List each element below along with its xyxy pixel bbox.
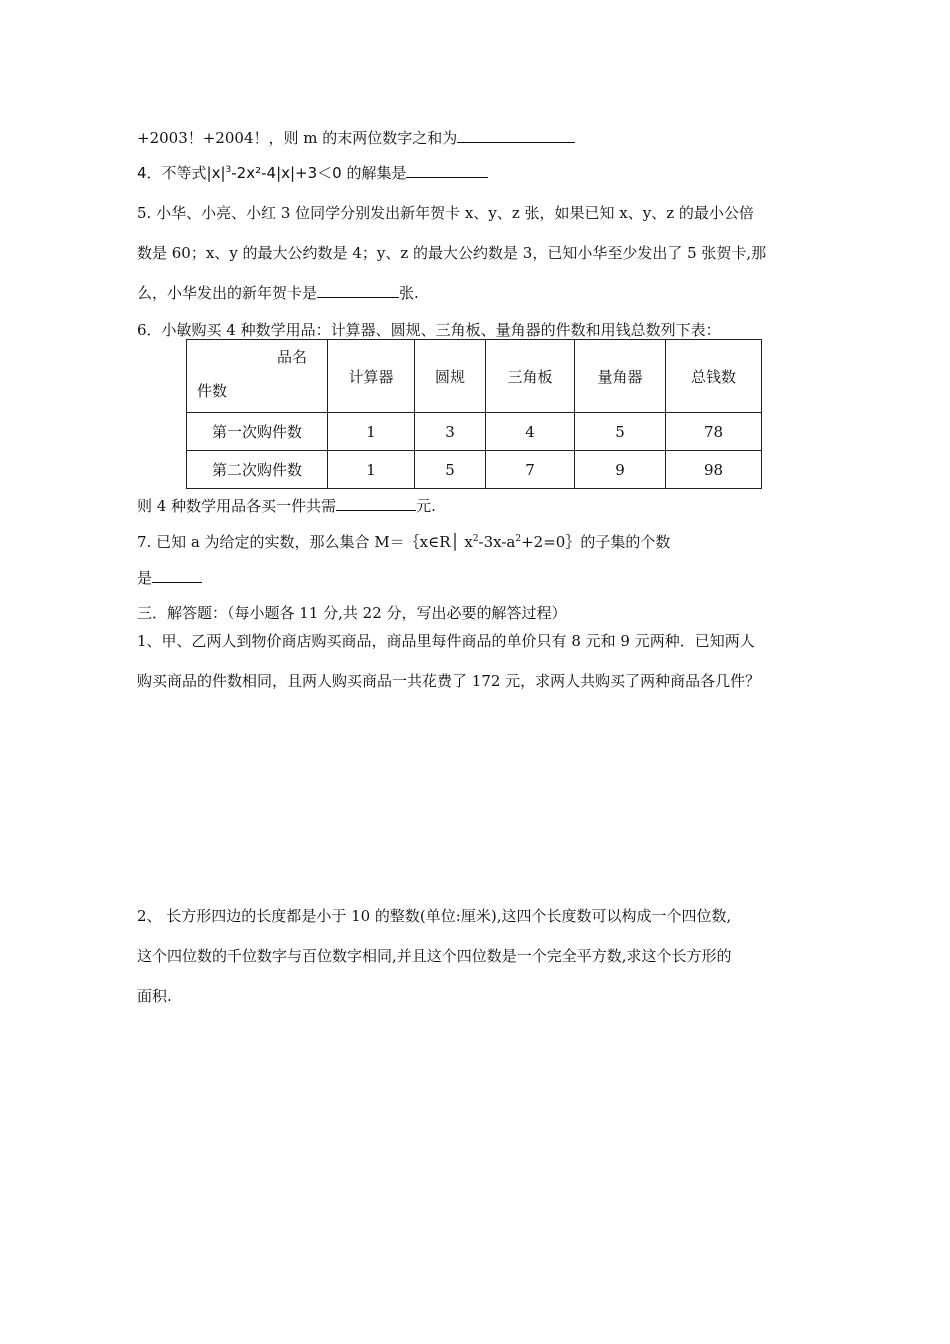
column-header: 圆规 xyxy=(415,340,486,413)
problem-1-line-2: 购买商品的件数相同，且两人购买商品一共花费了 172 元，求两人共购买了两种商品各几件？ xyxy=(137,672,761,690)
q6-after-suffix: 元. xyxy=(416,497,436,515)
q6-items-table xyxy=(186,339,762,489)
q7-answer-blank[interactable] xyxy=(152,568,202,583)
table-cell: 9 xyxy=(575,451,666,489)
q7-exponent-2: 2 xyxy=(515,534,522,544)
row-label: 第一次购件数 xyxy=(187,413,328,451)
q4-exponent: 3 xyxy=(225,165,232,175)
q4-answer-blank[interactable] xyxy=(406,163,488,178)
problem-2-line-2: 这个四位数的千位数字与百位数字相同,并且这个四位数是一个完全平方数,求这个长方形的 xyxy=(137,947,732,965)
q4-suffix: -2x²-4|x|+3＜0 的解集是 xyxy=(231,164,407,182)
column-header: 量角器 xyxy=(575,340,666,413)
corner-top-label: 品名 xyxy=(276,348,307,366)
problem-2-line-1: 2、 长方形四边的长度都是小于 10 的整数(单位:厘米),这四个长度数可以构成一个四位数, xyxy=(137,907,732,925)
q5-line-3-suffix: 张. xyxy=(399,284,419,302)
column-header: 三角板 xyxy=(486,340,575,413)
q4-prefix: 4．不等式|x| xyxy=(137,164,226,182)
q3-line xyxy=(137,128,575,148)
column-header: 总钱数 xyxy=(666,340,762,413)
q7-prefix: 7. 已知 a 为给定的实数，那么集合 M＝｛x∈R│ x xyxy=(137,533,473,551)
q6-after xyxy=(137,496,436,516)
problem-2-line-3: 面积. xyxy=(137,987,172,1005)
table-cell: 98 xyxy=(666,451,762,489)
q7-line-2 xyxy=(137,568,202,588)
q7-mid: -3x-a xyxy=(478,533,516,551)
problem-1-line-1: 1、甲、乙两人到物价商店购买商品，商品里每件商品的单价只有 8 元和 9 元两种．已知两人 xyxy=(137,632,755,650)
table-cell: 1 xyxy=(328,413,415,451)
q3-text: +2003！+2004！，则 m 的末两位数字之和为 xyxy=(137,129,458,147)
table-header-row xyxy=(187,340,762,413)
corner-bottom-label: 件数 xyxy=(197,382,228,400)
q7-line-1 xyxy=(137,532,670,552)
q5-line-3-prefix: 么，小华发出的新年贺卡是 xyxy=(137,284,318,302)
table-cell: 7 xyxy=(486,451,575,489)
table-cell: 78 xyxy=(666,413,762,451)
row-label: 第二次购件数 xyxy=(187,451,328,489)
q7-line-2-text: 是 xyxy=(137,569,153,587)
q6-intro: 6．小敏购买 4 种数学用品：计算器、圆规、三角板、量角器的件数和用钱总数列下表： xyxy=(137,321,721,339)
q6-answer-blank[interactable] xyxy=(336,496,416,511)
q5-line-2: 数是 60；x、y 的最大公约数是 4；y、z 的最大公约数是 3，已知小华至少发出了 5 张贺卡,那 xyxy=(137,244,767,262)
column-header: 计算器 xyxy=(328,340,415,413)
q7-suffix: +2=0｝的子集的个数 xyxy=(521,533,671,551)
section-3-heading: 三．解答题：（每小题各 11 分,共 22 分，写出必要的解答过程） xyxy=(137,604,567,622)
table-cell: 5 xyxy=(415,451,486,489)
table-row xyxy=(187,413,762,451)
table-cell: 1 xyxy=(328,451,415,489)
q3-answer-blank[interactable] xyxy=(457,128,575,143)
q5-line-3 xyxy=(137,283,419,303)
q5-line-1: 5. 小华、小亮、小红 3 位同学分别发出新年贺卡 x、y、z 张，如果已知 x、y、z 的最小公倍 xyxy=(137,204,754,222)
q7-exponent-1: 2 xyxy=(472,534,479,544)
table-cell: 3 xyxy=(415,413,486,451)
table-cell: 4 xyxy=(486,413,575,451)
table-cell: 5 xyxy=(575,413,666,451)
q6-after-prefix: 则 4 种数学用品各买一件共需 xyxy=(137,497,337,515)
q5-answer-blank[interactable] xyxy=(317,283,399,298)
table-row xyxy=(187,451,762,489)
q4-line xyxy=(137,163,488,183)
table-corner-cell xyxy=(187,340,328,413)
